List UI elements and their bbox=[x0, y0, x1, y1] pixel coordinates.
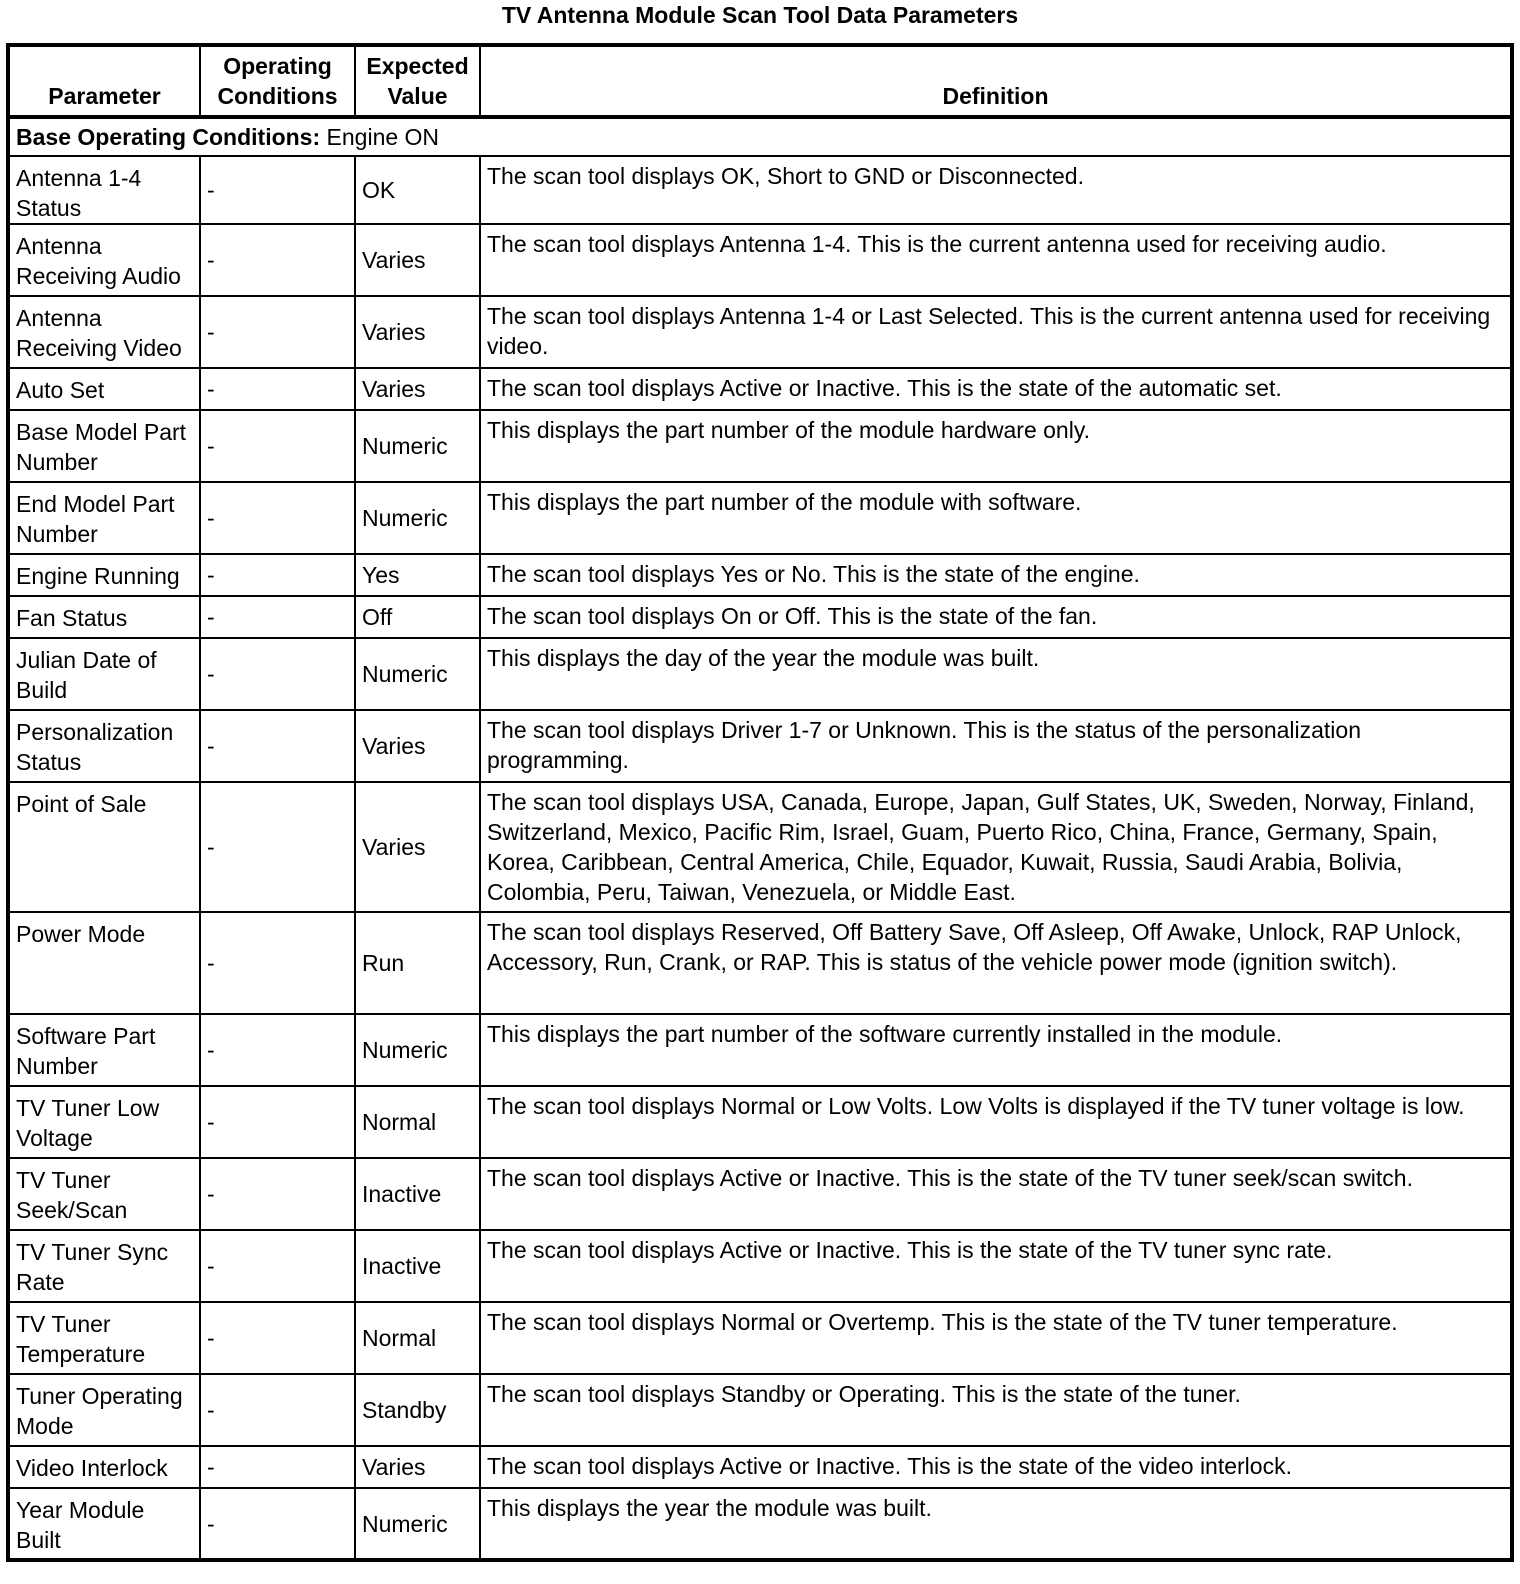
parameter-cell: End Model Part Number bbox=[8, 482, 200, 554]
expected-value-cell: Off bbox=[355, 596, 480, 638]
expected-value-cell: Numeric bbox=[355, 1488, 480, 1560]
definition-cell: The scan tool displays Antenna 1-4 or Last Selected. This is the current antenna used for receiving video. bbox=[480, 296, 1512, 368]
table-row bbox=[8, 1488, 1512, 1560]
operating-conditions-cell: - bbox=[200, 1230, 355, 1302]
definition-cell: The scan tool displays Driver 1-7 or Unknown. This is the status of the personalization programming. bbox=[480, 710, 1512, 782]
table-row bbox=[8, 482, 1512, 554]
operating-conditions-cell: - bbox=[200, 782, 355, 912]
table-row bbox=[8, 156, 1512, 224]
table-row bbox=[8, 638, 1512, 710]
operating-conditions-cell: - bbox=[200, 596, 355, 638]
expected-value-cell: Varies bbox=[355, 368, 480, 410]
parameter-cell: Engine Running bbox=[8, 554, 200, 596]
base-operating-conditions bbox=[8, 117, 1512, 156]
parameter-cell: Antenna Receiving Audio bbox=[8, 224, 200, 296]
base-operating-conditions-row bbox=[8, 117, 1512, 156]
table-row bbox=[8, 912, 1512, 1014]
expected-value-cell: Yes bbox=[355, 554, 480, 596]
parameter-cell: Base Model Part Number bbox=[8, 410, 200, 482]
definition-cell: This displays the part number of the module with software. bbox=[480, 482, 1512, 554]
table-row bbox=[8, 1014, 1512, 1086]
expected-value-cell: Run bbox=[355, 912, 480, 1014]
parameter-cell: Antenna 1-4 Status bbox=[8, 156, 200, 224]
definition-cell: The scan tool displays Normal or Overtemp. This is the state of the TV tuner temperature. bbox=[480, 1302, 1512, 1374]
base-conditions-value: Engine ON bbox=[320, 124, 440, 150]
definition-cell: The scan tool displays OK, Short to GND or Disconnected. bbox=[480, 156, 1512, 224]
expected-value-cell: Standby bbox=[355, 1374, 480, 1446]
definition-cell: This displays the part number of the module hardware only. bbox=[480, 410, 1512, 482]
definition-cell: The scan tool displays Active or Inactive. This is the state of the automatic set. bbox=[480, 368, 1512, 410]
table-header-row bbox=[8, 45, 1512, 117]
expected-value-cell: Varies bbox=[355, 296, 480, 368]
parameter-cell: TV Tuner Seek/Scan bbox=[8, 1158, 200, 1230]
definition-cell: The scan tool displays Standby or Operating. This is the state of the tuner. bbox=[480, 1374, 1512, 1446]
expected-value-cell: Normal bbox=[355, 1086, 480, 1158]
definition-cell: The scan tool displays On or Off. This is the state of the fan. bbox=[480, 596, 1512, 638]
table-row bbox=[8, 224, 1512, 296]
parameter-cell: Tuner Operating Mode bbox=[8, 1374, 200, 1446]
definition-cell: The scan tool displays Yes or No. This is the state of the engine. bbox=[480, 554, 1512, 596]
expected-value-cell: Varies bbox=[355, 710, 480, 782]
operating-conditions-cell: - bbox=[200, 1086, 355, 1158]
parameter-cell: Auto Set bbox=[8, 368, 200, 410]
header-parameter: Parameter bbox=[8, 45, 200, 117]
operating-conditions-cell: - bbox=[200, 1014, 355, 1086]
definition-cell: The scan tool displays Active or Inactive. This is the state of the video interlock. bbox=[480, 1446, 1512, 1488]
document-title: TV Antenna Module Scan Tool Data Parameters bbox=[501, 2, 1019, 28]
parameter-cell: Personalization Status bbox=[8, 710, 200, 782]
definition-cell: The scan tool displays Reserved, Off Battery Save, Off Asleep, Off Awake, Unlock, RAP Unlock, Accessory, Run, Crank, or RAP. This is status of the vehicle power mode (ignition switch). bbox=[480, 912, 1512, 1014]
operating-conditions-cell: - bbox=[200, 1158, 355, 1230]
operating-conditions-cell: - bbox=[200, 1446, 355, 1488]
operating-conditions-cell: - bbox=[200, 1374, 355, 1446]
definition-cell: This displays the part number of the software currently installed in the module. bbox=[480, 1014, 1512, 1086]
expected-value-cell: Numeric bbox=[355, 638, 480, 710]
table-row bbox=[8, 1374, 1512, 1446]
table-row bbox=[8, 296, 1512, 368]
parameter-cell: Year Module Built bbox=[8, 1488, 200, 1560]
expected-value-cell: Inactive bbox=[355, 1230, 480, 1302]
header-operating-conditions: Operating Conditions bbox=[200, 45, 355, 117]
operating-conditions-cell: - bbox=[200, 296, 355, 368]
table-row bbox=[8, 596, 1512, 638]
definition-cell: The scan tool displays Antenna 1-4. This is the current antenna used for receiving audio. bbox=[480, 224, 1512, 296]
table-row bbox=[8, 554, 1512, 596]
table-row bbox=[8, 1302, 1512, 1374]
base-conditions-label: Base Operating Conditions: bbox=[16, 124, 321, 150]
operating-conditions-cell: - bbox=[200, 1302, 355, 1374]
definition-cell: The scan tool displays USA, Canada, Europe, Japan, Gulf States, UK, Sweden, Norway, Finland, Switzerland, Mexico, Pacific Rim, Israel, Guam, Puerto Rico, China, France, Germany, Spain, Korea, Caribbean, Central America, Chile, Equador, Kuwait, Russia, Saudi Arabia, Bolivia, Colombia, Peru, Taiwan, Venezuela, or Middle East. bbox=[480, 782, 1512, 912]
table-row bbox=[8, 1158, 1512, 1230]
operating-conditions-cell: - bbox=[200, 410, 355, 482]
parameter-cell: TV Tuner Temperature bbox=[8, 1302, 200, 1374]
expected-value-cell: Numeric bbox=[355, 1014, 480, 1086]
operating-conditions-cell: - bbox=[200, 482, 355, 554]
expected-value-cell: Varies bbox=[355, 1446, 480, 1488]
table-row bbox=[8, 1446, 1512, 1488]
parameter-cell: TV Tuner Sync Rate bbox=[8, 1230, 200, 1302]
table-row bbox=[8, 782, 1512, 912]
operating-conditions-cell: - bbox=[200, 1488, 355, 1560]
parameter-cell: Software Part Number bbox=[8, 1014, 200, 1086]
header-definition: Definition bbox=[480, 45, 1512, 117]
parameter-cell: Power Mode bbox=[8, 912, 200, 1014]
parameter-cell: Video Interlock bbox=[8, 1446, 200, 1488]
operating-conditions-cell: - bbox=[200, 710, 355, 782]
expected-value-cell: Inactive bbox=[355, 1158, 480, 1230]
expected-value-cell: Numeric bbox=[355, 482, 480, 554]
expected-value-cell: Numeric bbox=[355, 410, 480, 482]
parameter-cell: Antenna Receiving Video bbox=[8, 296, 200, 368]
operating-conditions-cell: - bbox=[200, 638, 355, 710]
definition-cell: This displays the day of the year the module was built. bbox=[480, 638, 1512, 710]
expected-value-cell: Varies bbox=[355, 782, 480, 912]
parameter-cell: Julian Date of Build bbox=[8, 638, 200, 710]
parameter-cell: Fan Status bbox=[8, 596, 200, 638]
table-row bbox=[8, 368, 1512, 410]
expected-value-cell: OK bbox=[355, 156, 480, 224]
header-expected-value: Expected Value bbox=[355, 45, 480, 117]
parameter-cell: Point of Sale bbox=[8, 782, 200, 912]
parameter-cell: TV Tuner Low Voltage bbox=[8, 1086, 200, 1158]
table-row bbox=[8, 1230, 1512, 1302]
definition-cell: The scan tool displays Normal or Low Volts. Low Volts is displayed if the TV tuner voltage is low. bbox=[480, 1086, 1512, 1158]
operating-conditions-cell: - bbox=[200, 554, 355, 596]
operating-conditions-cell: - bbox=[200, 224, 355, 296]
operating-conditions-cell: - bbox=[200, 368, 355, 410]
expected-value-cell: Normal bbox=[355, 1302, 480, 1374]
definition-cell: The scan tool displays Active or Inactive. This is the state of the TV tuner sync rate. bbox=[480, 1230, 1512, 1302]
table-row bbox=[8, 1086, 1512, 1158]
operating-conditions-cell: - bbox=[200, 156, 355, 224]
table-row bbox=[8, 710, 1512, 782]
definition-cell: This displays the year the module was built. bbox=[480, 1488, 1512, 1560]
expected-value-cell: Varies bbox=[355, 224, 480, 296]
operating-conditions-cell: - bbox=[200, 912, 355, 1014]
table-row bbox=[8, 410, 1512, 482]
definition-cell: The scan tool displays Active or Inactive. This is the state of the TV tuner seek/scan switch. bbox=[480, 1158, 1512, 1230]
scan-tool-data-table bbox=[6, 43, 1514, 1562]
